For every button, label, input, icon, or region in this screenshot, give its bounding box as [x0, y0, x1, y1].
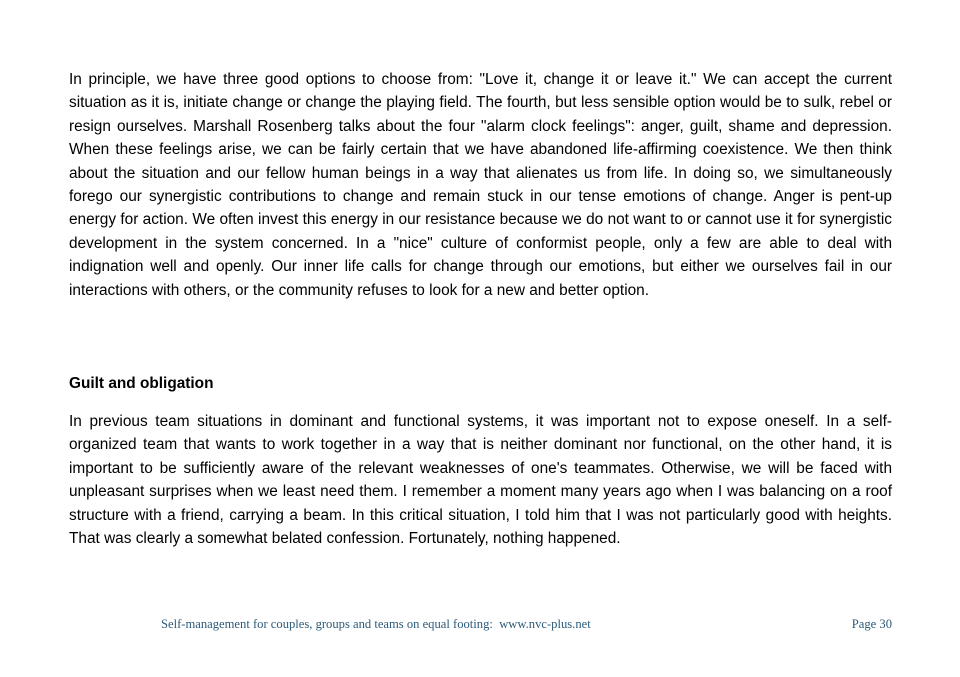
section-heading: Guilt and obligation — [69, 375, 214, 392]
body-paragraph-1: In principle, we have three good options to choose from: "Love it, change it or leave it." We can accept the current situation as it is, initiate change or change the playing field. The fourth, but less sensible option would be to sulk, rebel or resign ourselves. Marshall Rosenberg talks about the four "alarm clock feelings": anger, guilt, shame and depression. When these feelings arise, we can be fairly certain that we have abandoned life-affirming coexistence. We then think about the situation and our fellow human beings in a way that alienates us from life. In doing so, we simultaneously forego our synergistic contributions to change and remain stuck in our tense emotions of change. Anger is pent-up energy for action. We often invest this energy in our resistance because we do not want to or cannot use it for synergistic development in the system concerned. In a "nice" culture of conformist people, only a few are able to deal with indignation well and openly. Our inner life calls for change through our emotions, but either we ourselves fail in our interactions with others, or the community refuses to look for a new and better option. — [69, 71, 892, 299]
footer-page-number: Page 30 — [851, 617, 892, 631]
body-text-block — [69, 68, 892, 302]
footer-title: Self-management for couples, groups and teams on equal footing: www.nvc-plus.net — [161, 617, 591, 631]
body-paragraph-2: In previous team situations in dominant and functional systems, it was important not to expose oneself. In a self-organized team that wants to work together in a way that is neither dominant nor functional, on the other hand, it is important to be sufficiently aware of the relevant weaknesses of one's teammates. Otherwise, we will be faced with unpleasant surprises when we least need them. I remember a moment many years ago when I was balancing on a roof structure with a friend, carrying a beam. In this critical situation, I told him that I was not particularly good with heights. That was clearly a somewhat belated confession. Fortunately, nothing happened. — [69, 413, 892, 548]
